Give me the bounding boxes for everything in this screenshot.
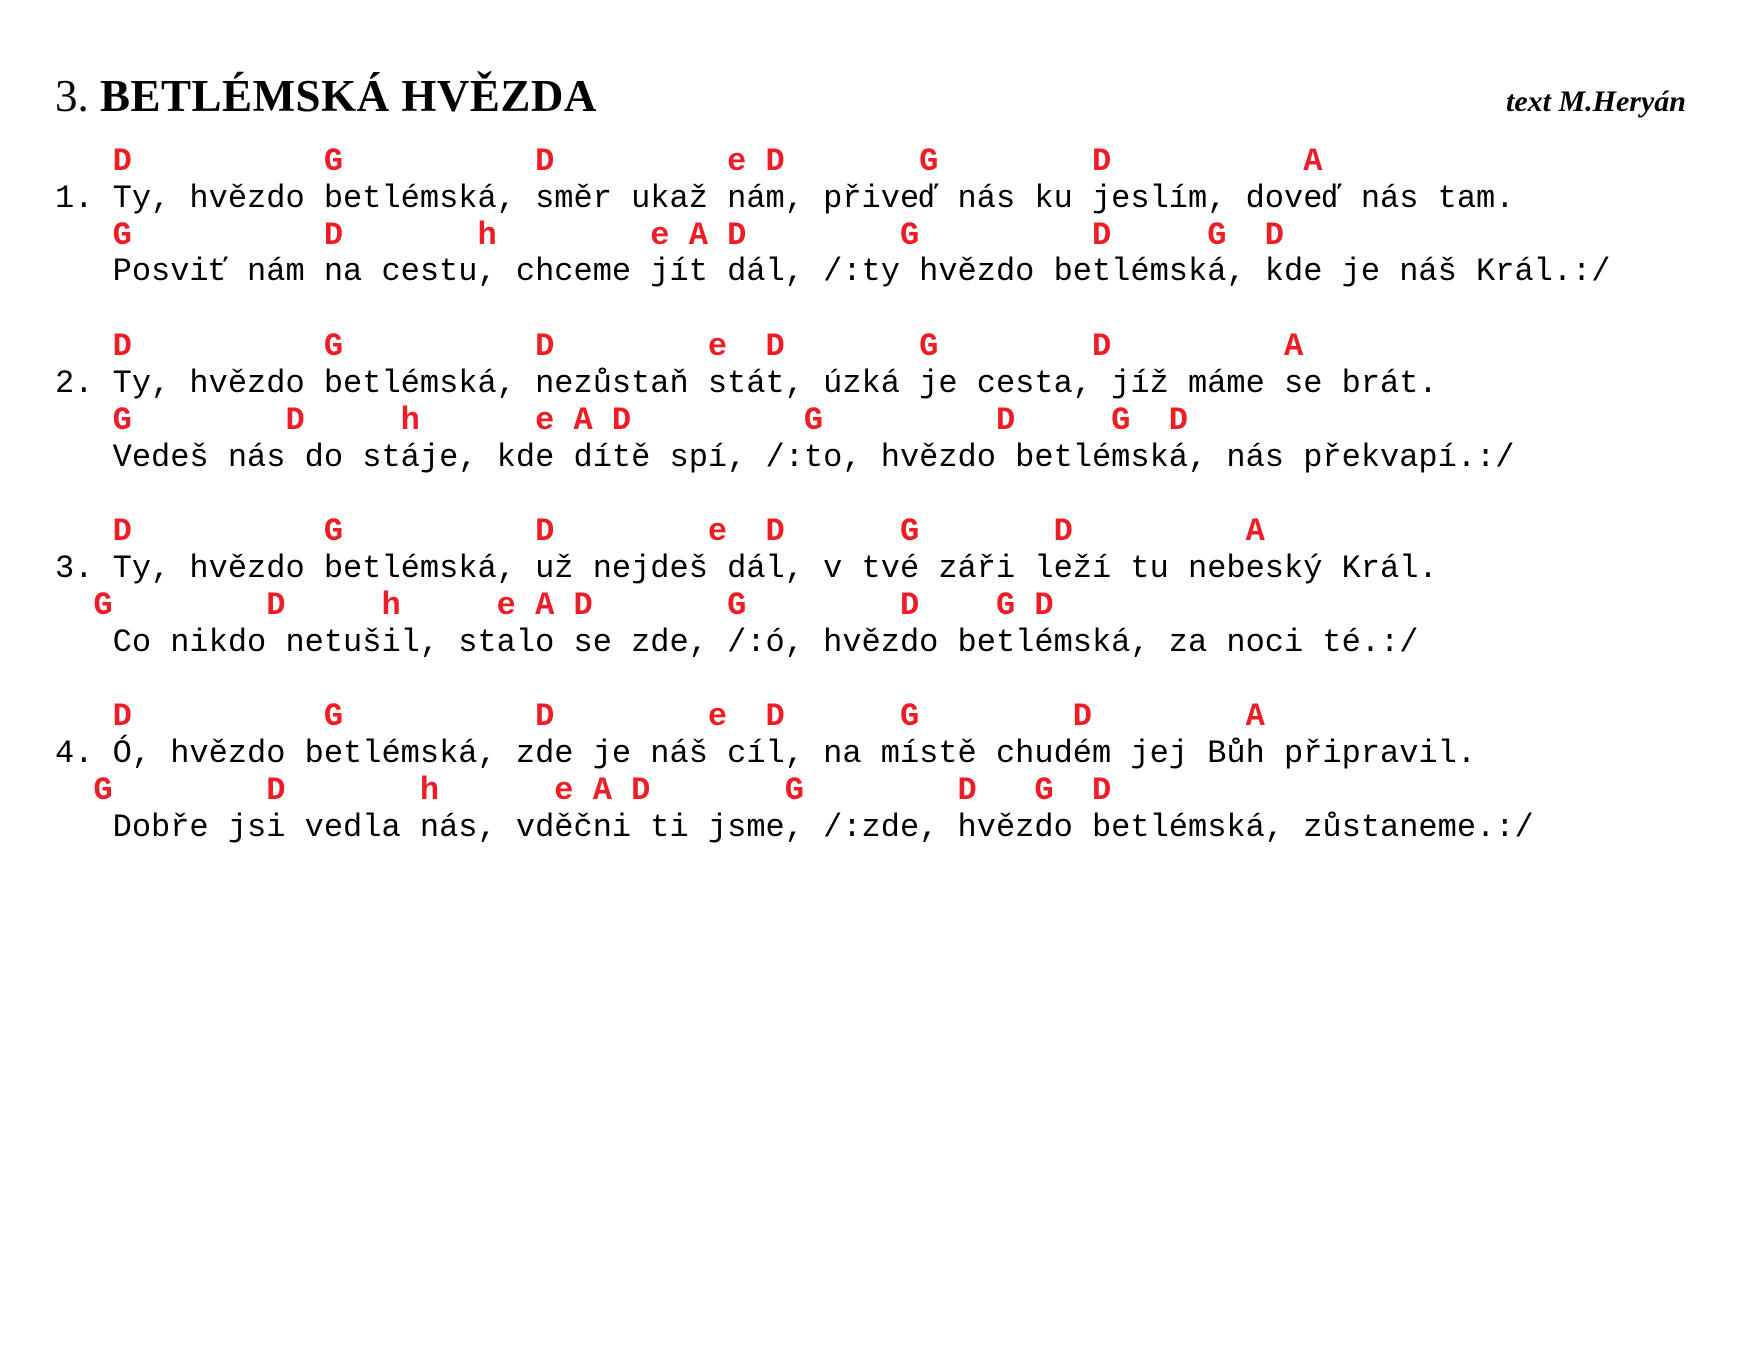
verses-container (55, 144, 1694, 847)
verse-4 (55, 699, 1694, 846)
lyric-line: Vedeš nás do stáje, kde dítě spí, /:to, hvězdo betlémská, nás překvapí.:/ (55, 438, 1515, 476)
author-credit: text M.Heryán (1506, 85, 1686, 118)
song-header (55, 70, 1694, 122)
verse-2 (55, 329, 1694, 476)
lyric-line: Co nikdo netušil, stalo se zde, /:ó, hvězdo betlémská, za noci té.:/ (55, 623, 1419, 661)
chord-line: G D h e A D G D G D (55, 772, 1112, 810)
lyric-line: Posviť nám na cestu, chceme jít dál, /:ty hvězdo betlémská, kde je náš Král.:/ (55, 253, 1611, 291)
chord-line: G D h e A D G D G D (55, 216, 1284, 254)
page-title (55, 70, 597, 122)
chord-line: D G D e D G D A (55, 328, 1304, 366)
lyric-line: Dobře jsi vedla nás, vděčni ti jsme, /:zde, hvězdo betlémská, zůstaneme.:/ (55, 808, 1534, 846)
verse-3 (55, 514, 1694, 661)
lyric-line: 3. Ty, hvězdo betlémská, už nejdeš dál, v tvé záři leží tu nebeský Král. (55, 550, 1438, 588)
chord-line: G D h e A D G D G D (55, 401, 1188, 439)
lyric-line: 4. Ó, hvězdo betlémská, zde je náš cíl, na místě chudém jej Bůh připravil. (55, 735, 1477, 773)
lyric-line: 1. Ty, hvězdo betlémská, směr ukaž nám, přiveď nás ku jeslím, doveď nás tam. (55, 179, 1515, 217)
chord-line: D G D e D G D A (55, 143, 1323, 180)
chord-line: D G D e D G D A (55, 698, 1265, 736)
chord-line: D G D e D G D A (55, 513, 1265, 551)
song-title: BETLÉMSKÁ HVĚZDA (100, 71, 597, 121)
verse-1 (55, 144, 1694, 291)
chord-line: G D h e A D G D G D (55, 586, 1054, 624)
song-number: 3. (55, 71, 89, 121)
lyric-line: 2. Ty, hvězdo betlémská, nezůstaň stát, úzká je cesta, jíž máme se brát. (55, 364, 1438, 402)
